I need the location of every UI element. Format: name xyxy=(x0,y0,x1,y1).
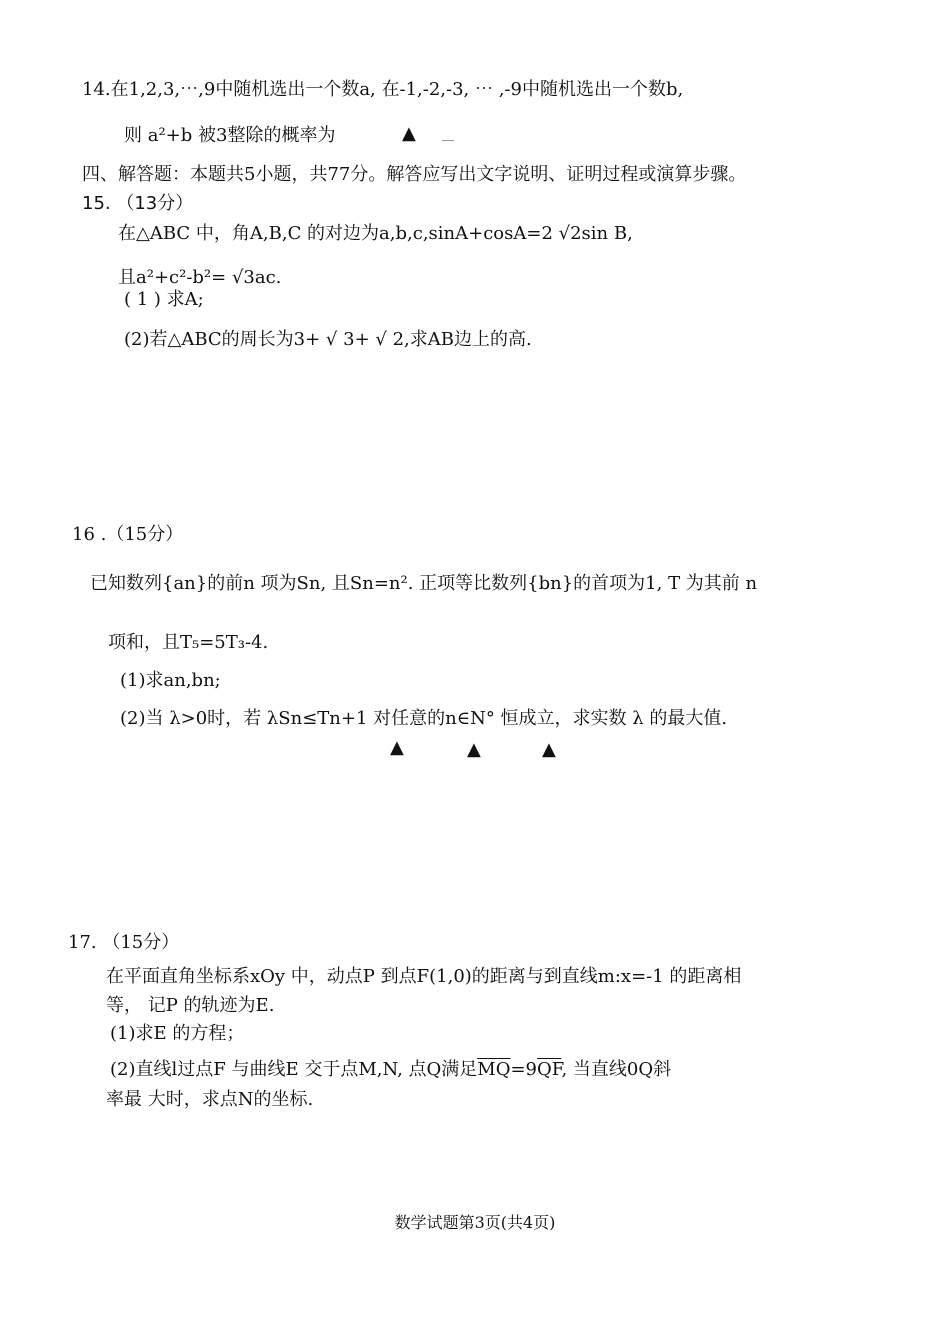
q17-stem-line2: 等， 记P 的轨迹为E. xyxy=(106,995,275,1016)
q17-part1: (1)求E 的方程； xyxy=(110,1023,245,1044)
q15-part1: ( 1 ) 求A; xyxy=(124,289,204,310)
q16-stem-line2: 项和，且T₅=5T₃-4. xyxy=(108,632,269,653)
q17-part2 xyxy=(110,1058,671,1082)
q14-line2-text: 则 a²+b 被3整除的概率为 xyxy=(124,125,336,146)
q16-part1: (1)求an,bn; xyxy=(120,670,221,691)
q16-header: 16 .（15分） xyxy=(72,524,184,545)
vector-mq: $\overline{MQ}$ xyxy=(477,1059,511,1080)
vector-qf: $\overline{QF}$ xyxy=(537,1059,562,1080)
q16-answer-marker-1: ▲ xyxy=(390,737,404,758)
q15-part2: (2)若△ABC的周长为3+ √ 3+ √ 2,求AB边上的高. xyxy=(124,329,532,350)
page-footer: 数学试题第3页(共4页) xyxy=(394,1213,556,1232)
q15-stem-line1: 在△ABC 中，角A,B,C 的对边为a,b,c,sinA+cosA=2 √2sin B, xyxy=(118,223,633,244)
q16-part2: (2)当 λ>0时，若 λSn≤Tn+1 对任意的n∈N° 恒成立，求实数 λ 的最大值. xyxy=(120,708,728,729)
q17-part2-equals: =9 xyxy=(510,1059,538,1080)
q15-header: 15. （13分） xyxy=(82,193,194,214)
q14-answer-marker: ▲ xyxy=(402,123,416,144)
q14-line2 xyxy=(124,124,335,148)
q17-header: 17. （15分） xyxy=(68,932,180,953)
q16-answer-marker-3: ▲ xyxy=(542,739,556,760)
section4-heading: 四、解答题：本题共5小题，共77分。解答应写出文字说明、证明过程或演算步骤。 xyxy=(82,164,747,185)
q17-stem-line1: 在平面直角坐标系xOy 中，动点P 到点F(1,0)的距离与到直线m:x=-1 的距离相 xyxy=(106,966,742,987)
q16-stem-line1: 已知数列{an}的前n 项为Sn, 且Sn=n². 正项等比数列{bn}的首项为1, T 为其前 n xyxy=(90,573,758,594)
q17-part2-continued: 率最 大时，求点N的坐标. xyxy=(106,1089,314,1110)
q14-line1: 14.在1,2,3,⋯,9中随机选出一个数a, 在-1,-2,-3, ⋯ ,-9中随机选出一个数b, xyxy=(82,79,684,100)
q15-stem-line2: 且a²+c²-b²= √3ac. xyxy=(118,267,282,288)
q17-part2-lead: (2)直线l过点F 与曲线E 交于点M,N, 点Q满足 xyxy=(110,1059,478,1080)
q16-answer-marker-2: ▲ xyxy=(467,739,481,760)
q17-part2-tail: , 当直线0Q斜 xyxy=(561,1059,672,1080)
q14-answer-blank xyxy=(442,128,454,141)
